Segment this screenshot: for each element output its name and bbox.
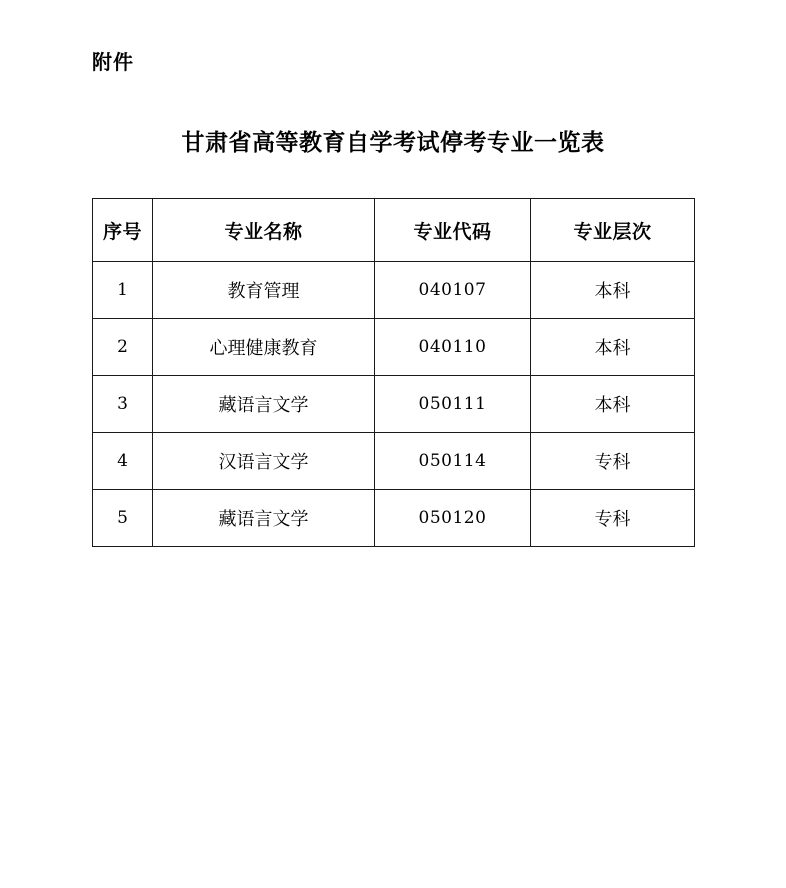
cell-major-name: 藏语言文学 (153, 490, 375, 547)
column-header-major-level: 专业层次 (531, 199, 695, 262)
cell-major-code: 050114 (375, 433, 531, 490)
cell-index: 5 (93, 490, 153, 547)
cell-major-code: 040110 (375, 319, 531, 376)
cell-major-level: 本科 (531, 262, 695, 319)
cell-major-name: 藏语言文学 (153, 376, 375, 433)
cell-major-name: 心理健康教育 (153, 319, 375, 376)
table-row (93, 490, 695, 547)
table-row (93, 433, 695, 490)
table-row (93, 376, 695, 433)
cell-major-code: 050111 (375, 376, 531, 433)
cell-major-level: 本科 (531, 376, 695, 433)
cell-index: 4 (93, 433, 153, 490)
cell-index: 1 (93, 262, 153, 319)
attachment-label: 附件 (92, 50, 134, 74)
column-header-major-code: 专业代码 (375, 199, 531, 262)
column-header-major-name: 专业名称 (153, 199, 375, 262)
column-header-index: 序号 (93, 199, 153, 262)
table-header-row (93, 199, 695, 262)
table-row (93, 262, 695, 319)
cell-major-level: 专科 (531, 490, 695, 547)
table-row (93, 319, 695, 376)
cell-major-level: 本科 (531, 319, 695, 376)
majors-table-container (92, 198, 694, 547)
majors-table (92, 198, 695, 547)
page-title: 甘肃省高等教育自学考试停考专业一览表 (181, 129, 605, 156)
cell-major-code: 050120 (375, 490, 531, 547)
cell-index: 2 (93, 319, 153, 376)
cell-index: 3 (93, 376, 153, 433)
cell-major-name: 教育管理 (153, 262, 375, 319)
cell-major-level: 专科 (531, 433, 695, 490)
cell-major-code: 040107 (375, 262, 531, 319)
cell-major-name: 汉语言文学 (153, 433, 375, 490)
